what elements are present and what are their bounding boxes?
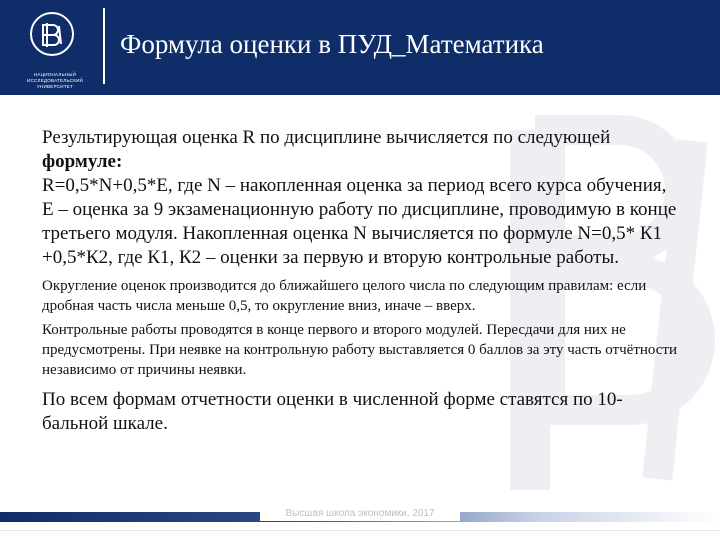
- footer-line: [0, 530, 720, 531]
- intro-bold: формуле:: [42, 151, 123, 172]
- paragraph-scale: По всем формам отчетности оценки в численной форме ставятся по 10-бальной шкале.: [42, 389, 623, 434]
- header-divider: [103, 8, 105, 84]
- logo-emblem-icon: [30, 12, 74, 56]
- intro-text: Результирующая оценка R по дисциплине вычисляется по следующей: [42, 127, 611, 148]
- footer-text: Высшая школа экономики, 2017: [260, 507, 460, 521]
- university-logo: [12, 10, 98, 88]
- slide-header: [0, 0, 720, 95]
- logo-caption: НАЦИОНАЛЬНЫЙ ИССЛЕДОВАТЕЛЬСКИЙ УНИВЕРСИТЕТ: [27, 72, 83, 89]
- slide-title: Формула оценки в ПУД_Математика: [120, 29, 544, 59]
- paragraph-rounding: Округление оценок производится до ближайшего целого числа по следующим правилам: если дробная часть числа меньше 0,5, то округление вниз, иначе – вверх.: [42, 278, 647, 314]
- paragraph-tests: Контрольные работы проводятся в конце первого и второго модулей. Пересдачи для них не предусмотрены. При неявке на контрольную работу выставляется 0 баллов за эту часть отчётности независимо от причины неявки.: [42, 322, 678, 378]
- paragraph-intro: [42, 126, 682, 174]
- paragraph-formula: R=0,5*N+0,5*E, где N – накопленная оценка за период всего курса обучения, E – оценка за 9 экзаменационную работу по дисциплине, проводимую в конце третьего модуля. Накопленная оценка N вычисляется по формуле N=0,5* К1 +0,5*К2, где К1, К2 – оценки за первую и вторую контрольные работы.: [42, 175, 677, 268]
- slide-body: [42, 126, 682, 436]
